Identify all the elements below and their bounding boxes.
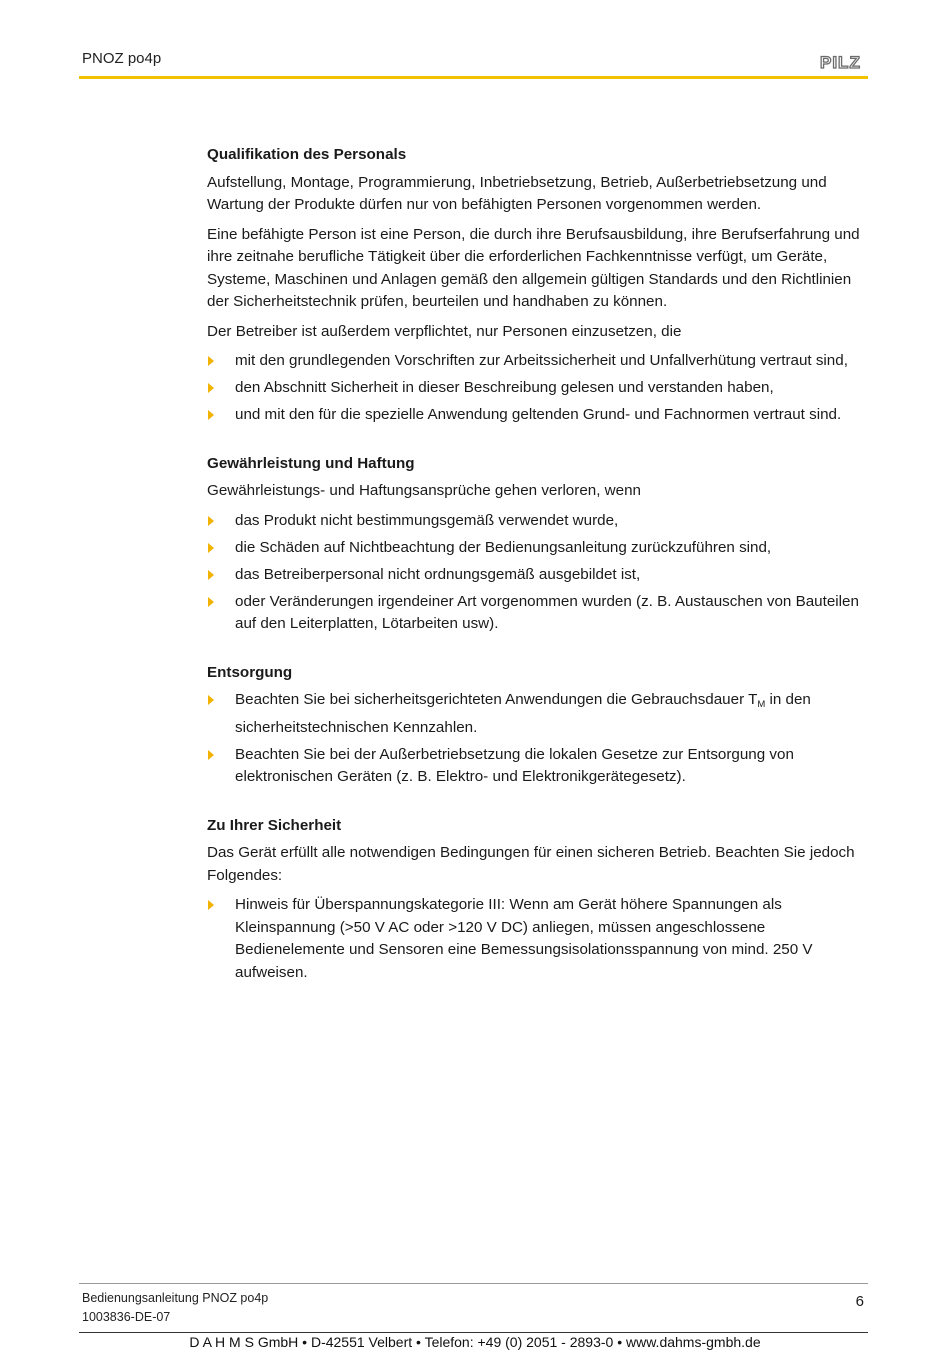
list-item — [207, 894, 869, 984]
bullet-arrow-icon — [208, 695, 214, 705]
bullet-arrow-icon — [208, 570, 214, 580]
page-number: 6 — [855, 1293, 864, 1310]
bullet-arrow-icon — [208, 543, 214, 553]
paragraph: Aufstellung, Montage, Programmierung, Inbetriebsetzung, Betrieb, Außerbetriebsetzung und Wartung der Produkte dürfen nur von befähigten Personen vorgenommen werden. — [207, 173, 827, 213]
list-item-text: mit den grundlegenden Vorschriften zur Arbeitssicherheit und Unfallverhütung vertraut sind, — [235, 352, 848, 369]
list-item-text: die Schäden auf Nichtbeachtung der Bedienungsanleitung zurückzuführen sind, — [235, 538, 772, 556]
footer-rule-bottom — [79, 1332, 868, 1333]
section-heading: Gewährleistung und Haftung — [207, 454, 415, 472]
list-item-text: Hinweis für Überspannungskategorie III: Wenn am Gerät höhere Spannungen als Kleinspannung (>50 V AC oder >120 V DC) anliegen, müssen angeschlossene Bedienelemente und Sensoren eine Bemessungsisolationsspannung von mind. 250 V aufweisen. — [235, 896, 813, 981]
header-accent-rule — [79, 76, 868, 79]
bullet-list — [207, 510, 869, 636]
pilz-logo-graphic — [820, 54, 868, 70]
list-item-text: das Betreiberpersonal nicht ordnungsgemäß ausgebildet ist, — [235, 565, 641, 583]
svg-text:PILZ: PILZ — [820, 54, 861, 70]
list-item-text-after: in den sicherheitstechnischen Kennzahlen. — [235, 691, 811, 736]
section-heading: Qualifikation des Personals — [207, 146, 407, 163]
bullet-arrow-icon — [208, 516, 214, 526]
list-item-text: und mit den für die spezielle Anwendung geltenden Grund- und Fachnormen vertraut sind. — [235, 406, 842, 423]
list-item-text: oder Veränderungen irgendeiner Art vorgenommen wurden (z. B. Austauschen von Bauteilen auf den Leiterplatten, Lötarbeiten usw). — [235, 592, 859, 632]
footer-contact: D A H M S GmbH • D-42551 Velbert • Telefon: +49 (0) 2051 - 2893-0 • www.dahms-gmbh.de — [189, 1334, 761, 1350]
paragraph: Eine befähigte Person ist eine Person, die durch ihre Berufsausbildung, ihre Berufserfahrung und ihre zeitnahe berufliche Tätigkeit über die erforderlichen Fachkenntnisse verfügt, um Geräte, Systeme, Maschinen und Anlagen gemäß den allgemein gültigen Standards und den Richtlinien der Sicherheitstechnik prüfen, beurteilen und handhaben zu können. — [207, 225, 860, 310]
list-item-text: den Abschnitt Sicherheit in dieser Beschreibung gelesen und verstanden haben, — [235, 379, 774, 396]
list-item-text-before: Beachten Sie bei sicherheitsgerichteten Anwendungen die Gebrauchsdauer T — [235, 691, 758, 708]
bullet-list — [207, 689, 869, 789]
paragraph: Gewährleistungs- und Haftungsansprüche gehen verloren, wenn — [207, 482, 641, 499]
page-header — [82, 46, 868, 80]
footer-doc-title: Bedienungsanleitung PNOZ po4p — [82, 1291, 269, 1305]
bullet-arrow-icon — [208, 900, 214, 910]
footer-rule — [79, 1283, 868, 1284]
section-sicherheit — [207, 815, 869, 985]
bullet-arrow-icon — [208, 597, 214, 607]
section-qualifikation — [207, 144, 869, 427]
section-entsorgung — [207, 662, 869, 789]
list-item-text: Beachten Sie bei der Außerbetriebsetzung die lokalen Gesetze zur Entsorgung von elektronischen Geräten (z. B. Elektro- und Elektronikgerätegesetz). — [235, 745, 794, 785]
section-heading: Entsorgung — [207, 663, 293, 681]
section-heading: Zu Ihrer Sicherheit — [207, 816, 342, 834]
list-item — [207, 510, 869, 533]
paragraph: Das Gerät erfüllt alle notwendigen Bedingungen für einen sicheren Betrieb. Beachten Sie jedoch Folgendes: — [207, 844, 855, 884]
header-title: PNOZ po4p — [82, 50, 162, 67]
footer-doc-info — [82, 1289, 268, 1327]
list-item — [207, 350, 869, 373]
list-item — [207, 744, 869, 789]
paragraph: Der Betreiber ist außerdem verpflichtet, nur Personen einzusetzen, die — [207, 322, 682, 340]
bullet-arrow-icon — [208, 383, 214, 393]
subscript: M — [757, 699, 766, 710]
bullet-list — [207, 350, 869, 427]
list-item — [207, 689, 869, 739]
list-item — [207, 564, 869, 587]
main-content — [207, 144, 869, 1010]
list-item — [207, 537, 869, 560]
list-item — [207, 591, 869, 636]
list-item-text: das Produkt nicht bestimmungsgemäß verwendet wurde, — [235, 511, 619, 529]
section-gewaehrleistung — [207, 453, 869, 636]
bullet-arrow-icon — [208, 410, 214, 420]
list-item — [207, 404, 869, 427]
bullet-arrow-icon — [208, 750, 214, 760]
footer-doc-number: 1003836-DE-07 — [82, 1310, 171, 1324]
bullet-arrow-icon — [208, 356, 214, 366]
bullet-list — [207, 894, 869, 984]
list-item — [207, 377, 869, 400]
pilz-logo — [820, 54, 868, 75]
